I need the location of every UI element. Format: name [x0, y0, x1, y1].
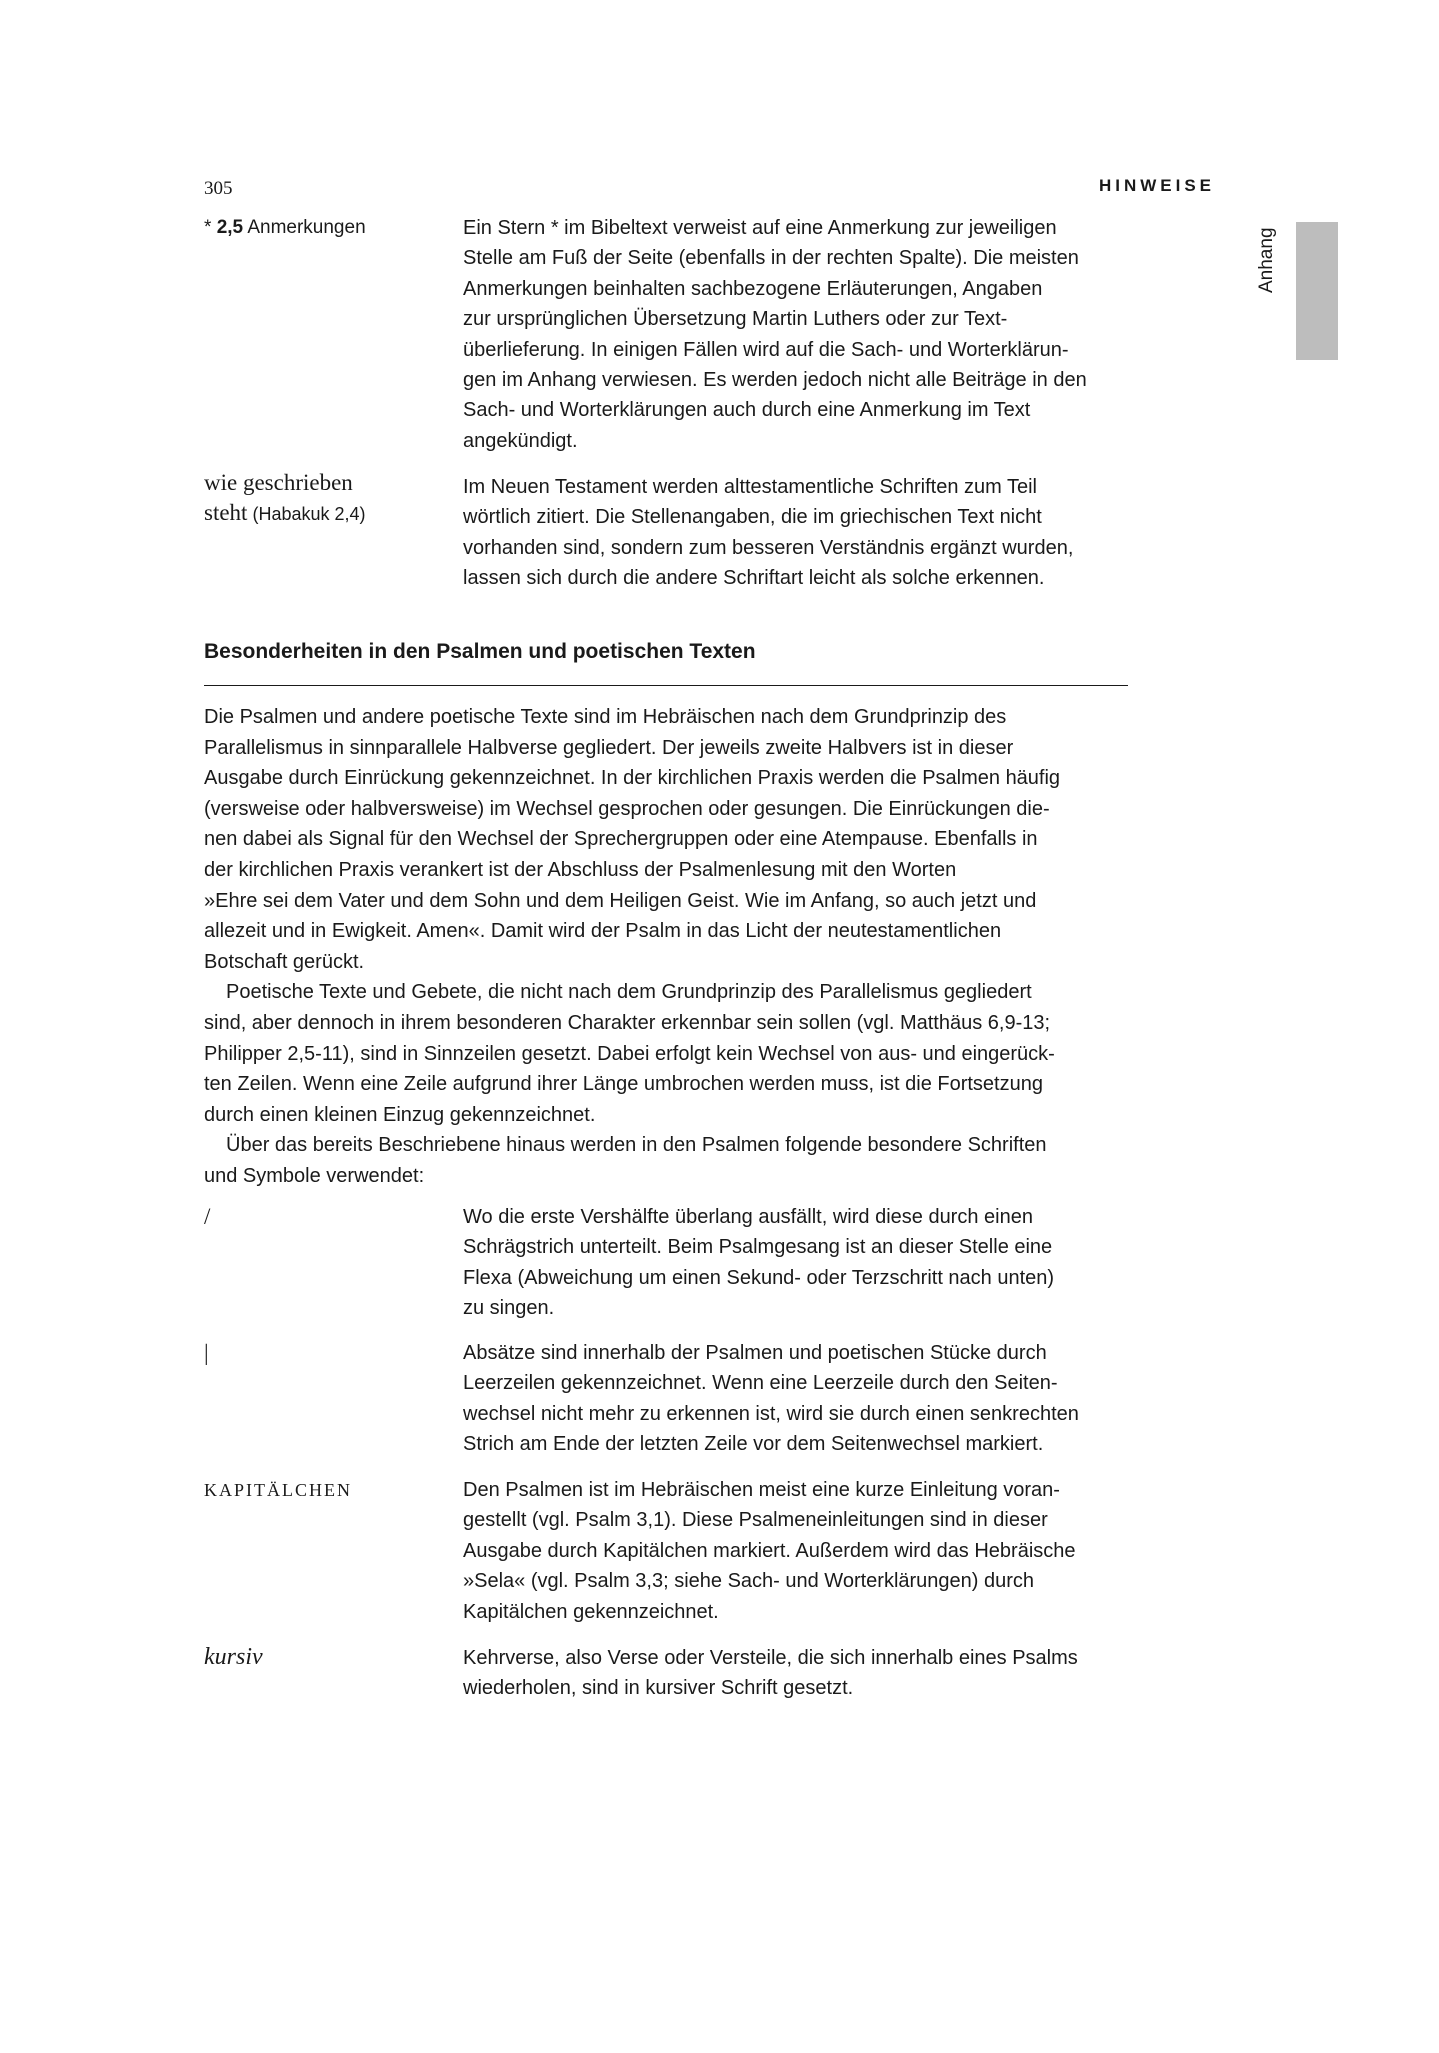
term-anmerkungen-ref: 2,5	[216, 217, 244, 238]
page-number: 305	[204, 178, 233, 199]
desc-kapitaelchen: Den Psalmen ist im Hebräischen meist eine kurze Einleitung voran- gestellt (vgl. Psalm 3,1). Diese Psalmeneinleitungen sind in dieser Ausgabe durch Kapitälchen markiert. Außerdem wird das Hebräische »Sela« (vgl. Psalm 3,3; siehe Sach- und Worterklärungen) durch Kapitälchen gekennzeichnet.	[463, 1479, 1076, 1623]
term-slash-symbol: /	[204, 1204, 211, 1229]
side-tab-marker	[1296, 222, 1338, 360]
desc-anmerkungen: Ein Stern * im Bibeltext verweist auf eine Anmerkung zur jeweiligen Stelle am Fuß der Seite (ebenfalls in der rechten Spalte). Die meisten Anmerkungen beinhalten sachbezogene Erläuterungen, Angaben zur ursprünglichen Übersetzung Martin Luthers oder zur Text- überlieferung. In einigen Fällen wird auf die Sach- und Worterklärun- gen im Anhang verwiesen. Es werden jedoch nicht alle Beiträge in den Sach- und Worterklärungen auch durch eine Anmerkung im Text angekündigt.	[463, 217, 1087, 452]
section-body: Die Psalmen und andere poetische Texte sind im Hebräischen nach dem Grundprinzip des Parallelismus in sinnparallele Halbverse gegliedert. Der jeweils zweite Halbvers ist in dieser Ausgabe durch Einrückung gekennzeichnet. In der kirchlichen Praxis werden die Psalmen häufig (versweise oder halbversweise) im Wechsel gesprochen oder gesungen. Die Einrückungen die- nen dabei als Signal für den Wechsel der Sprechergruppen oder eine Atempause. Ebenfalls in der kirchlichen Praxis verankert ist der Abschluss der Psalmenlesung mit den Worten »Ehre sei dem Vater und dem Sohn und dem Heiligen Geist. Wie im Anfang, so auch jetzt und allezeit und in Ewigkeit. Amen«. Damit wird der Psalm in das Licht der neutestamentlichen Botschaft gerückt. Poetische Texte und Gebete, die nicht nach dem Grundprinzip des Parallelismus gegliedert sind, aber dennoch in ihrem besonderen Charakter erkennbar sein sollen (vgl. Matthäus 6,9-13; Philipper 2,5-11), sind in Sinnzeilen gesetzt. Dabei erfolgt kein Wechsel von aus- und eingerück- ten Zeilen. Wenn eine Zeile aufgrund ihrer Länge umbrochen werden muss, ist die Fortsetzung durch einen kleinen Einzug gekennzeichnet. Über das bereits Beschriebene hinaus werden in den Psalmen folgende besondere Schriften und Symbole verwendet:	[204, 706, 1061, 1187]
side-tab-label-box	[1248, 221, 1288, 301]
desc-slash: Wo die erste Vershälfte überlang ausfällt, wird diese durch einen Schrägstrich unterteilt. Beim Psalmgesang ist an dieser Stelle eine Flexa (Abweichung um einen Sekund- oder Terzschritt nach unten) zu singen.	[463, 1206, 1055, 1320]
desc-bar: Absätze sind innerhalb der Psalmen und poetischen Stücke durch Leerzeilen gekennzeichnet. Wenn eine Leerzeile durch den Seiten- wechsel nicht mehr zu erkennen ist, wird sie durch einen senkrechten Strich am Ende der letzten Zeile vor dem Seitenwechsel markiert.	[463, 1342, 1079, 1456]
side-tab-label: Anhang	[1256, 227, 1277, 293]
desc-kursiv: Kehrverse, also Verse oder Versteile, die sich innerhalb eines Psalms wiederholen, sind in kursiver Schrift gesetzt.	[463, 1647, 1078, 1700]
term-kapitaelchen: KAPITÄLCHEN	[204, 1480, 352, 1500]
section-rule	[204, 685, 1128, 686]
term-anmerkungen: * 2,5 Anmerkungen	[204, 217, 366, 238]
desc-wie-geschrieben: Im Neuen Testament werden alttestamentliche Schriften zum Teil wörtlich zitiert. Die Stellenangaben, die im griechischen Text nicht vorhanden sind, sondern zum besseren Verständnis ergänzt wurden, lassen sich durch die andere Schriftart leicht als solche erkennen.	[463, 476, 1074, 590]
term-kursiv: kursiv	[204, 1644, 263, 1670]
term-wie-geschrieben: wie geschrieben steht (Habakuk 2,4)	[204, 470, 366, 525]
running-head: HINWEISE	[1098, 176, 1215, 195]
section-heading: Besonderheiten in den Psalmen und poetischen Texten	[204, 640, 756, 663]
term-bar-symbol: |	[204, 1340, 209, 1365]
